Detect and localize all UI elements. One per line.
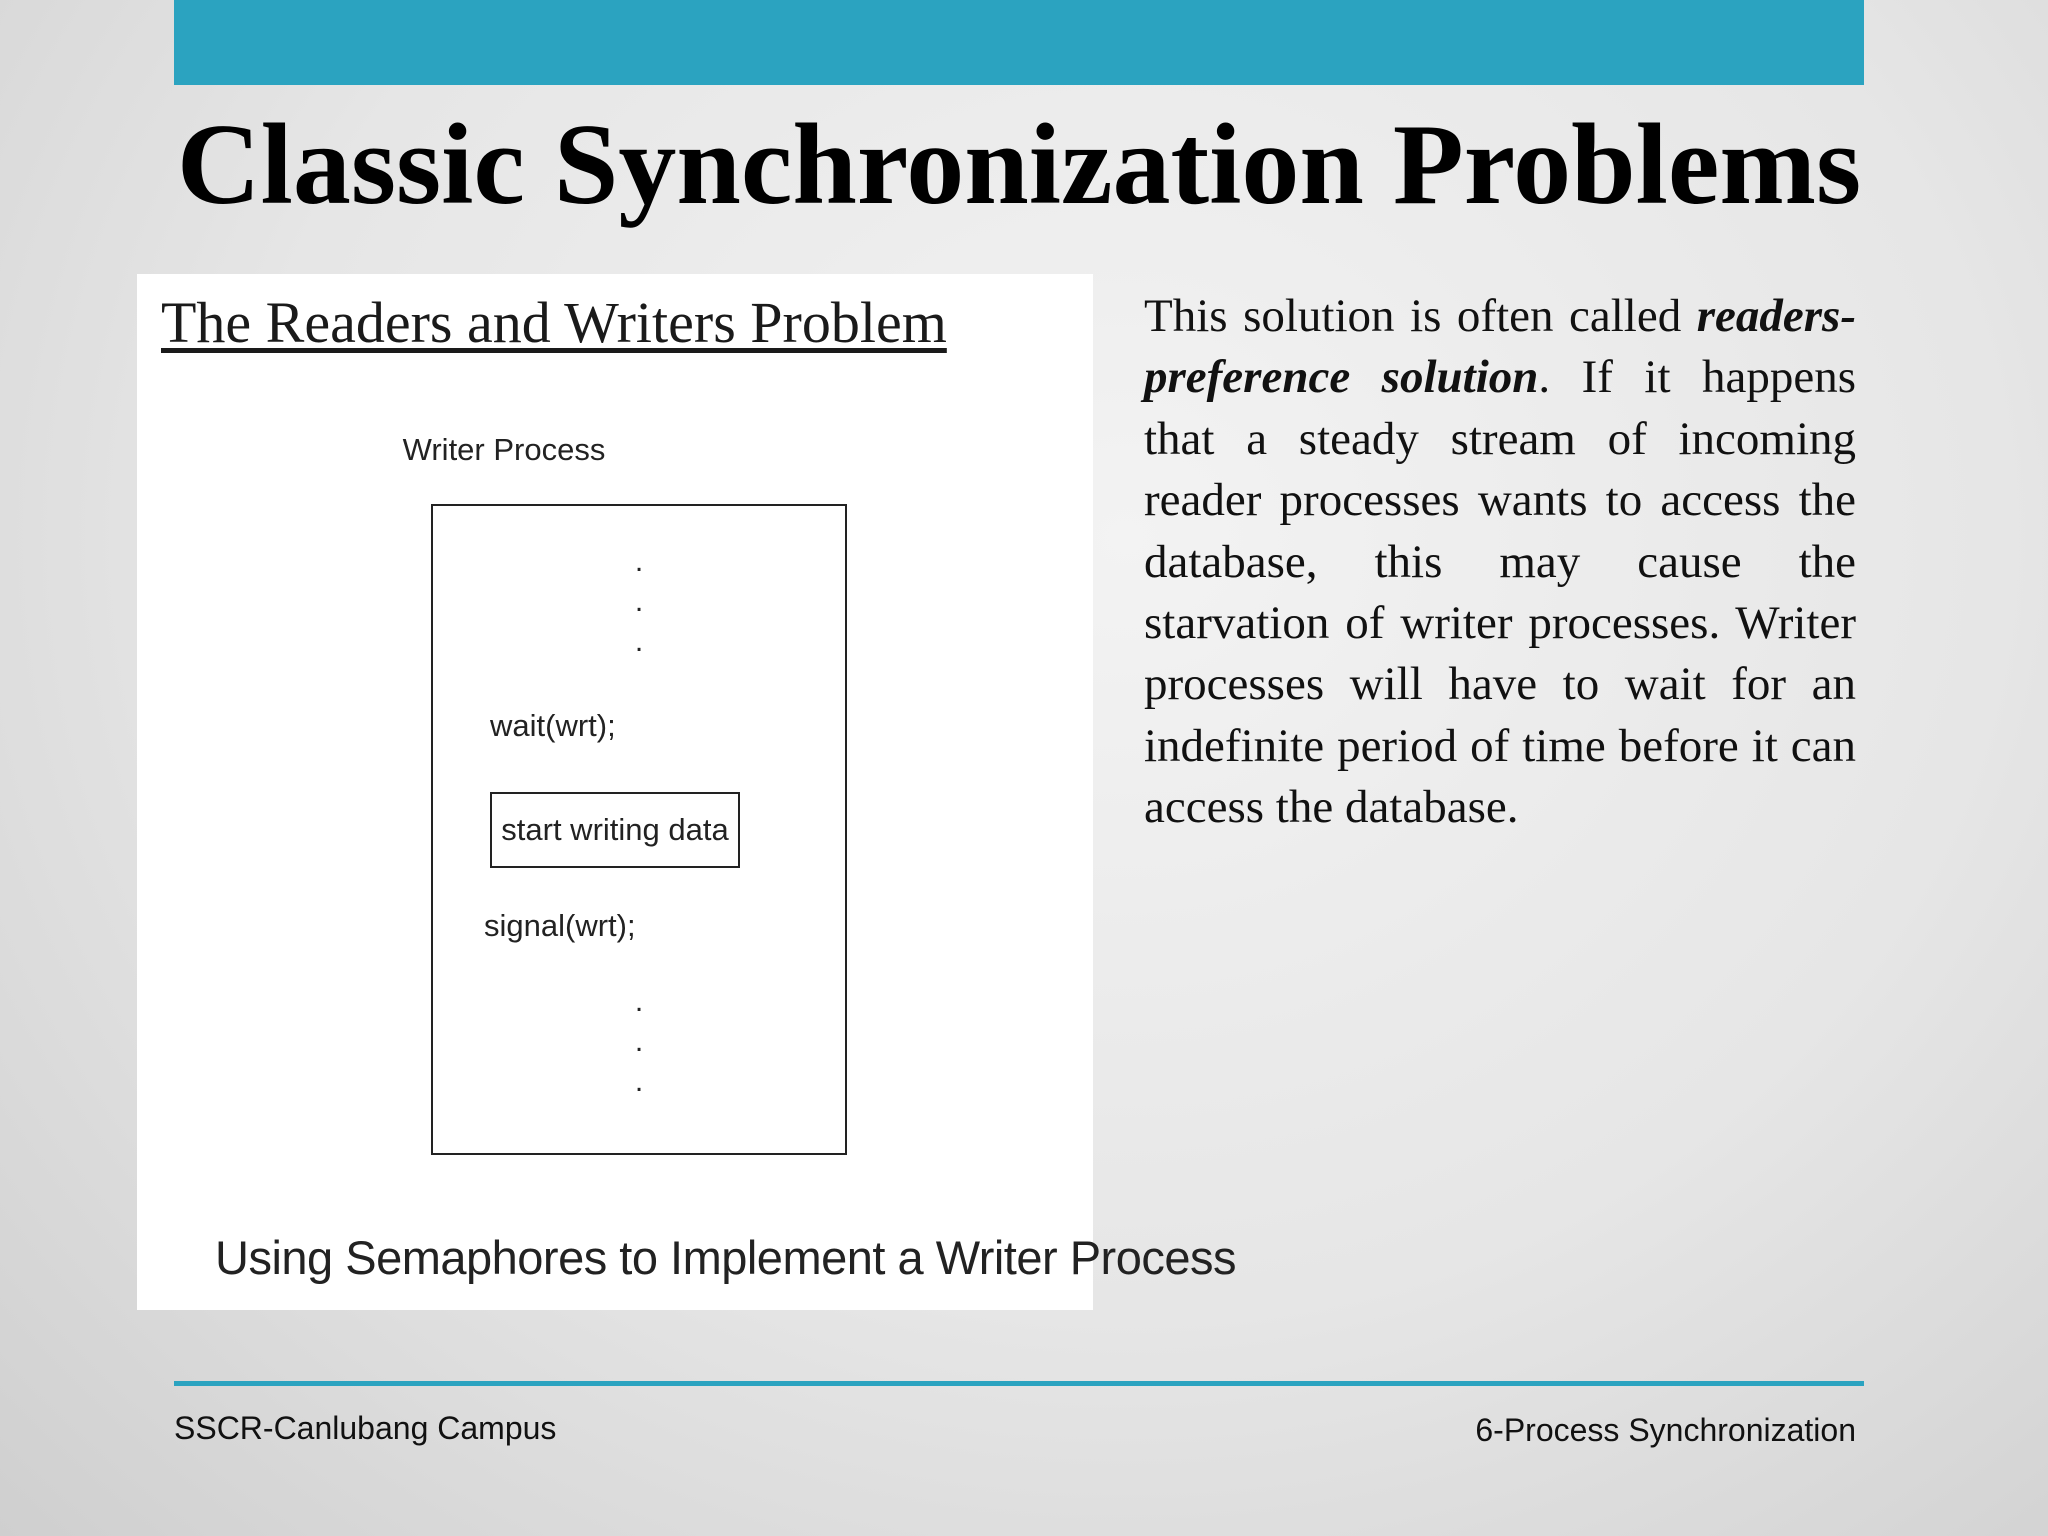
text-before: This solution is often called (1144, 290, 1697, 342)
slide-title: Classic Synchronization Problems (176, 101, 1862, 229)
figure-heading: The Readers and Writers Problem (161, 290, 947, 355)
footer-campus: SSCR-Canlubang Campus (174, 1410, 557, 1446)
figure-caption: Using Semaphores to Implement a Writer Process (215, 1231, 1236, 1284)
footer-topic: 6-Process Synchronization (1475, 1412, 1856, 1448)
process-box (431, 504, 847, 1155)
ellipsis-top (433, 542, 845, 662)
dot: . (634, 985, 644, 1018)
text-after: . If it happens that a steady stream of incoming reader processes wants to access the database, this may cause the starvation of writer processes. Writer processes will have to wait for an indefinite period of time before it can access the database. (1144, 351, 1857, 834)
signal-statement: signal(wrt); (484, 908, 636, 943)
emphasis-term: readers-preference solution (1144, 290, 1856, 404)
explanation-paragraph (1144, 286, 1856, 839)
top-accent-bar (174, 0, 1864, 85)
critical-section-box: start writing data (490, 792, 740, 868)
dot: . (634, 625, 644, 658)
dot: . (634, 1025, 644, 1058)
wait-statement: wait(wrt); (490, 708, 616, 743)
dot: . (634, 585, 644, 618)
writer-process-figure (137, 274, 1236, 1310)
footer-rule (174, 1381, 1864, 1386)
process-label: Writer Process (402, 432, 606, 467)
dot: . (634, 545, 644, 578)
ellipsis-bottom (433, 982, 845, 1102)
dot: . (634, 1065, 644, 1098)
